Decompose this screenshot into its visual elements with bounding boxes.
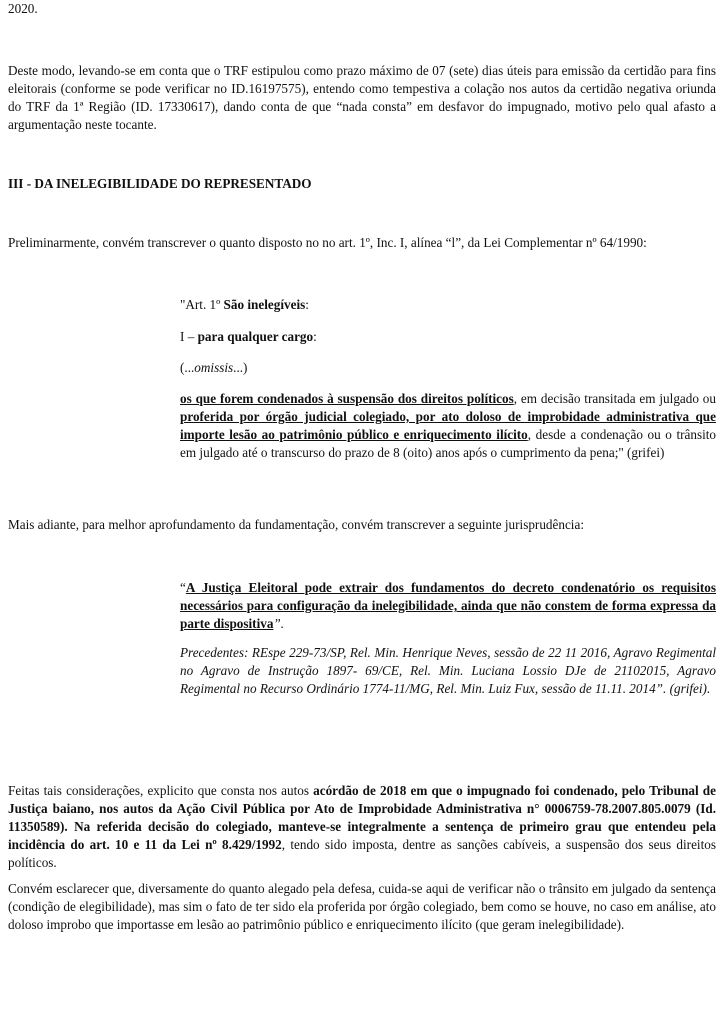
paragraph-certidao: Deste modo, levando-se em conta que o TRF estipulou como prazo máximo de 07 (sete) dias úteis para emissão da certidão para fins eleitorais (conforme se pode verificar no ID.16197575), entendo como tempestiva a colação nos autos da certidão negativa oriunda do TRF da 1ª Região (ID. 17330617), dando conta de que “nada consta” em desfavor do impugnado, motivo pelo qual afasto a argumentação neste tocante. [8,63,716,132]
quote-jurisprudencia: “A Justiça Eleitoral pode extrair dos fundamentos do decreto condenatório os requisitos necessários para configuração da inelegibilidade, ainda que não constem de forma expressa da parte dispositiva”. [180,580,716,631]
paragraph-feitas-tais: Feitas tais considerações, explicito que consta nos autos acórdão de 2018 em que o impugnado foi condenado, pelo Tribunal de Justiça baiano, nos autos da Ação Civil Pública por Ato de Improbidade Administrativa n° 0006759-78.2007.805.0079 (Id. 11350589). Na referida decisão do colegiado, manteve-se integralmente a sentença de primeiro grau que entendeu pela incidência do art. 10 e 11 da Lei nº 8.429/1992, tendo sido imposta, dentre as sanções cabíveis, a suspensão dos seus direitos políticos. [8,783,716,870]
quote-art1-line3: (...omissis...) [180,360,248,375]
paragraph-preliminarmente: Preliminarmente, convém transcrever o quanto disposto no no art. 1º, Inc. I, alínea “l”, da Lei Complementar nº 64/1990: [8,235,647,250]
quote-art1-line1: "Art. 1º São inelegíveis: [180,297,309,312]
top-fragment: 2020. [8,1,38,16]
paragraph-mais-adiante: Mais adiante, para melhor aprofundamento da fundamentação, convém transcrever a seguinte jurisprudência: [8,517,584,532]
paragraph-convem-esclarecer: Convém esclarecer que, diversamente do quanto alegado pela defesa, cuida-se aqui de verificar não o trânsito em julgado da sentença (condição de elegibilidade), mas sim o fato de ter sido ela proferida por órgão colegiado, bem como se houve, no caso em análise, ato doloso improbo que importasse em lesão ao patrimônio público e enriquecimento ilícito (que geram inelegibilidade). [8,881,716,932]
section-heading: III - DA INELEGIBILIDADE DO REPRESENTADO [8,176,312,191]
quote-art1-line4: os que forem condenados à suspensão dos direitos políticos, em decisão transitada em julgado ou proferida por órgão judicial colegiado, por ato doloso de improbidade administrativa que importe lesão ao patrimônio público e enriquecimento ilícito, desde a condenação ou o trânsito em julgado até o transcurso do prazo de 8 (oito) anos após o cumprimento da pena;" (grifei) [180,391,716,460]
quote-art1-line2: I – para qualquer cargo: [180,329,317,344]
quote-precedentes: Precedentes: REspe 229-73/SP, Rel. Min. Henrique Neves, sessão de 22 11 2016, Agravo Regimental no Agravo de Instrução 1897- 69/CE, Rel. Min. Luciana Lossio DJe de 21102015, Agravo Regimental no Recurso Ordinário 1774-11/MG, Rel. Min. Luiz Fux, sessão de 11.11. 2014”. (grifei). [180,645,716,696]
